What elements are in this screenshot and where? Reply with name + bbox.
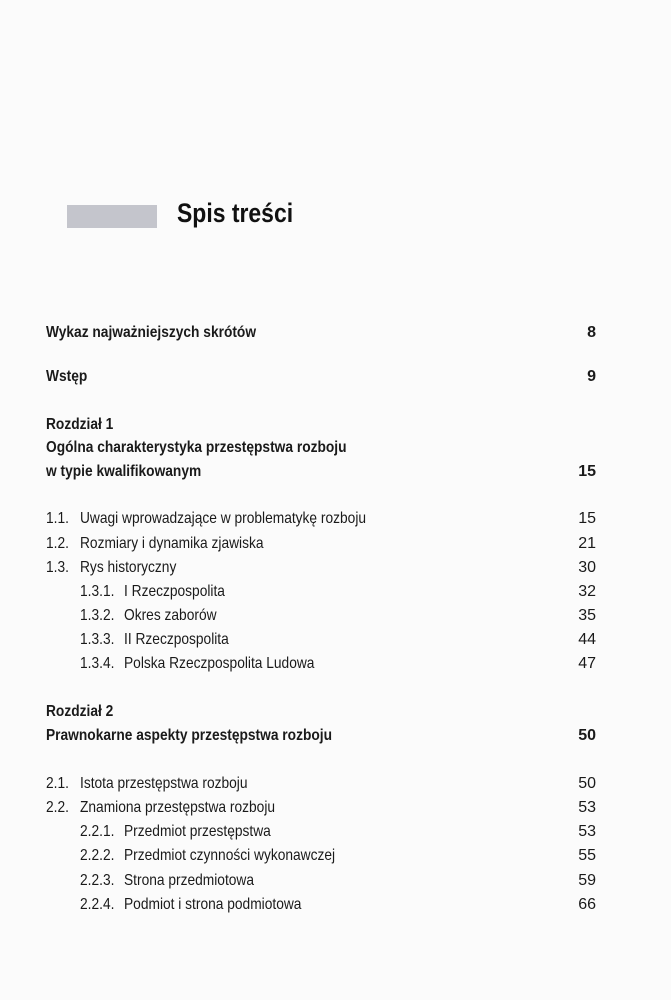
entry-page: 9 [587, 368, 596, 385]
chapter-title [46, 726, 596, 746]
entry-text: Strona przedmiotowa [124, 872, 255, 889]
entry-number: 2.2. [46, 799, 69, 816]
entry-text: Wykaz najważniejszych skrótów [46, 324, 257, 341]
toc-entry [46, 606, 596, 626]
entry-number: 1.1. [46, 510, 69, 527]
entry-page: 30 [578, 559, 596, 576]
toc-entry [46, 534, 596, 554]
entry-text: Rys historyczny [80, 559, 177, 576]
title-decoration-bar [67, 205, 157, 228]
toc-entry [46, 871, 596, 891]
entry-page: 50 [578, 727, 596, 744]
entry-number: 2.2.4. [80, 896, 115, 913]
toc-entry [46, 798, 596, 818]
entry-text: Przedmiot czynności wykonawczej [124, 847, 336, 864]
entry-page: 35 [578, 607, 596, 624]
toc-entry [46, 582, 596, 602]
entry-text: Przedmiot przestępstwa [124, 823, 271, 840]
entry-number: 2.2.3. [80, 872, 115, 889]
toc-entry [46, 367, 596, 387]
entry-text: Okres zaborów [124, 607, 217, 624]
toc-entry [46, 774, 596, 794]
entry-text: II Rzeczpospolita [124, 631, 229, 648]
page-title: Spis treści [177, 198, 294, 228]
entry-number: 1.3.3. [80, 631, 115, 648]
entry-page: 47 [578, 655, 596, 672]
entry-text: I Rzeczpospolita [124, 583, 225, 600]
entry-text: Wstęp [46, 368, 88, 385]
chapter-title [46, 438, 596, 458]
toc-entry [46, 895, 596, 915]
entry-text: Rozdział 2 [46, 703, 114, 720]
toc-entry [46, 846, 596, 866]
entry-text: Podmiot i strona podmiotowa [124, 896, 302, 913]
entry-page: 53 [578, 799, 596, 816]
entry-page: 32 [578, 583, 596, 600]
toc-entry [46, 654, 596, 674]
entry-text: Polska Rzeczpospolita Ludowa [124, 655, 315, 672]
entry-number: 1.3.4. [80, 655, 115, 672]
entry-text: Prawnokarne aspekty przestępstwa rozboju [46, 727, 332, 744]
toc-entry [46, 558, 596, 578]
entry-text: Znamiona przestępstwa rozboju [80, 799, 276, 816]
entry-number: 1.3.2. [80, 607, 115, 624]
entry-number: 1.3.1. [80, 583, 115, 600]
entry-page: 8 [587, 324, 596, 341]
entry-text: Rozdział 1 [46, 416, 114, 433]
entry-number: 1.3. [46, 559, 69, 576]
entry-page: 55 [578, 847, 596, 864]
chapter-label [46, 415, 596, 435]
entry-page: 59 [578, 872, 596, 889]
entry-page: 15 [578, 510, 596, 527]
entry-page: 50 [578, 775, 596, 792]
entry-page: 15 [578, 463, 596, 480]
entry-text: w typie kwalifikowanym [46, 463, 202, 480]
entry-number: 2.2.2. [80, 847, 115, 864]
entry-number: 2.1. [46, 775, 69, 792]
toc-entry [46, 509, 596, 529]
entry-page: 66 [578, 896, 596, 913]
entry-text: Ogólna charakterystyka przestępstwa rozboju [46, 439, 347, 456]
entry-number: 2.2.1. [80, 823, 115, 840]
toc-entry [46, 323, 596, 343]
toc-entry [46, 822, 596, 842]
entry-text: Rozmiary i dynamika zjawiska [80, 535, 264, 552]
entry-number: 1.2. [46, 535, 69, 552]
toc-entry [46, 630, 596, 650]
chapter-title [46, 462, 596, 482]
entry-text: Istota przestępstwa rozboju [80, 775, 248, 792]
chapter-label [46, 702, 596, 722]
entry-text: Uwagi wprowadzające w problematykę rozboju [80, 510, 367, 527]
entry-page: 53 [578, 823, 596, 840]
entry-page: 21 [578, 535, 596, 552]
entry-page: 44 [578, 631, 596, 648]
